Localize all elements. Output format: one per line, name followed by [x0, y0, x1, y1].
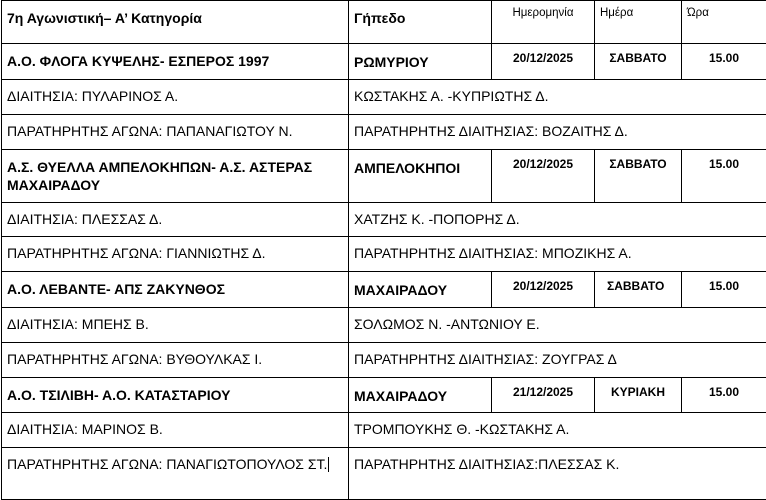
- referee-cell[interactable]: ΔΙΑΙΤΗΣΙΑ: ΜΠΕΗΣ Β.: [2, 308, 349, 343]
- match-date[interactable]: 21/12/2025: [492, 378, 595, 413]
- referee-cell[interactable]: ΔΙΑΙΤΗΣΙΑ: ΠΛΕΣΣΑΣ Δ.: [2, 203, 349, 237]
- venue-header[interactable]: Γήπεδο: [349, 1, 492, 44]
- assistants-cell[interactable]: ΤΡΟΜΠΟΥΚΗΣ Θ. -ΚΩΣΤΑΚΗΣ Α.: [349, 413, 766, 448]
- officials-row: [2, 80, 766, 115]
- match-observer-text: ΠΑΡΑΤΗΡΗΤΗΣ ΑΓΩΝΑ: ΠΑΝΑΓΙΩΤΟΠΟΥΛΟΣ ΣΤ.: [7, 456, 327, 472]
- match-row: [2, 44, 766, 80]
- time-header[interactable]: Ώρα: [682, 1, 766, 44]
- referee-cell[interactable]: ΔΙΑΙΤΗΣΙΑ: ΜΑΡΙΝΟΣ Β.: [2, 413, 349, 448]
- match-teams[interactable]: Α.Ο. ΤΣΙΛΙΒΗ- Α.Ο. ΚΑΤΑΣΤΑΡΙΟΥ: [2, 378, 349, 413]
- day-header[interactable]: Ημέρα: [595, 1, 682, 44]
- match-date[interactable]: 20/12/2025: [492, 150, 595, 203]
- referee-cell[interactable]: ΔΙΑΙΤΗΣΙΑ: ΠΥΛΑΡΙΝΟΣ Α.: [2, 80, 349, 115]
- assistants-cell[interactable]: ΣΟΛΩΜΟΣ Ν. -ΑΝΤΩΝΙΟΥ Ε.: [349, 308, 766, 343]
- officials-row: [2, 203, 766, 237]
- observers-row: [2, 343, 766, 378]
- match-time[interactable]: 15.00: [682, 150, 766, 203]
- header-row: [2, 1, 766, 44]
- match-time[interactable]: 15.00: [682, 44, 766, 80]
- match-date[interactable]: 20/12/2025: [492, 272, 595, 308]
- match-row: [2, 272, 766, 308]
- officials-row: [2, 308, 766, 343]
- date-header[interactable]: Ημερομηνία: [492, 1, 595, 44]
- match-schedule-table: [1, 0, 766, 500]
- match-row: [2, 378, 766, 413]
- match-time[interactable]: 15.00: [682, 272, 766, 308]
- match-time[interactable]: 15.00: [682, 378, 766, 413]
- match-day[interactable]: ΚΥΡΙΑΚΗ: [595, 378, 682, 413]
- officials-row: [2, 413, 766, 448]
- referee-observer-cell[interactable]: ΠΑΡΑΤΗΡΗΤΗΣ ΔΙΑΙΤΗΣΙΑΣ: ΒΟΖΑΙΤΗΣ Δ.: [349, 115, 766, 150]
- referee-observer-cell[interactable]: ΠΑΡΑΤΗΡΗΤΗΣ ΔΙΑΙΤΗΣΙΑΣ:ΠΛΕΣΣΑΣ Κ.: [349, 448, 766, 500]
- match-day[interactable]: ΣΑΒΒΑΤΟ: [595, 150, 682, 203]
- round-title[interactable]: 7η Αγωνιστική– Α’ Κατηγορία: [2, 1, 349, 44]
- match-date[interactable]: 20/12/2025: [492, 44, 595, 80]
- referee-observer-cell[interactable]: ΠΑΡΑΤΗΡΗΤΗΣ ΔΙΑΙΤΗΣΙΑΣ: ΖΟΥΓΡΑΣ Δ: [349, 343, 766, 378]
- match-teams[interactable]: Α.Ο. ΦΛΟΓΑ ΚΥΨΕΛΗΣ- ΕΣΠΕΡΟΣ 1997: [2, 44, 349, 80]
- match-observer-cell[interactable]: ΠΑΡΑΤΗΡΗΤΗΣ ΑΓΩΝΑ: ΓΙΑΝΝΙΩΤΗΣ Δ.: [2, 237, 349, 272]
- match-row: [2, 150, 766, 203]
- match-day[interactable]: ΣΑΒΒΑΤΟ: [595, 272, 682, 308]
- match-venue[interactable]: ΡΩΜΥΡΙΟΥ: [349, 44, 492, 80]
- assistants-cell[interactable]: ΧΑΤΖΗΣ Κ. -ΠΟΠΟΡΗΣ Δ.: [349, 203, 766, 237]
- match-teams[interactable]: Α.Ο. ΛΕΒΑΝΤΕ- ΑΠΣ ΖΑΚΥΝΘΟΣ: [2, 272, 349, 308]
- observers-row: [2, 115, 766, 150]
- match-teams[interactable]: Α.Σ. ΘΥΕΛΛΑ ΑΜΠΕΛΟΚΗΠΩΝ- Α.Σ. ΑΣΤΕΡΑΣ ΜΑΧΑΙΡΑΔΟΥ: [2, 150, 349, 203]
- match-day[interactable]: ΣΑΒΒΑΤΟ: [595, 44, 682, 80]
- match-venue[interactable]: ΜΑΧΑΙΡΑΔΟΥ: [349, 378, 492, 413]
- match-venue[interactable]: ΑΜΠΕΛΟΚΗΠΟΙ: [349, 150, 492, 203]
- match-venue[interactable]: ΜΑΧΑΙΡΑΔΟΥ: [349, 272, 492, 308]
- text-cursor: [328, 457, 329, 472]
- observers-row: [2, 237, 766, 272]
- match-observer-cell[interactable]: ΠΑΡΑΤΗΡΗΤΗΣ ΑΓΩΝΑ: ΒΥΘΟΥΛΚΑΣ Ι.: [2, 343, 349, 378]
- assistants-cell[interactable]: ΚΩΣΤΑΚΗΣ Α. -ΚΥΠΡΙΩΤΗΣ Δ.: [349, 80, 766, 115]
- match-observer-cell[interactable]: ΠΑΡΑΤΗΡΗΤΗΣ ΑΓΩΝΑ: ΠΑΠΑΝΑΓΙΩΤΟΥ Ν.: [2, 115, 349, 150]
- referee-observer-cell[interactable]: ΠΑΡΑΤΗΡΗΤΗΣ ΔΙΑΙΤΗΣΙΑΣ: ΜΠΟΖΙΚΗΣ Α.: [349, 237, 766, 272]
